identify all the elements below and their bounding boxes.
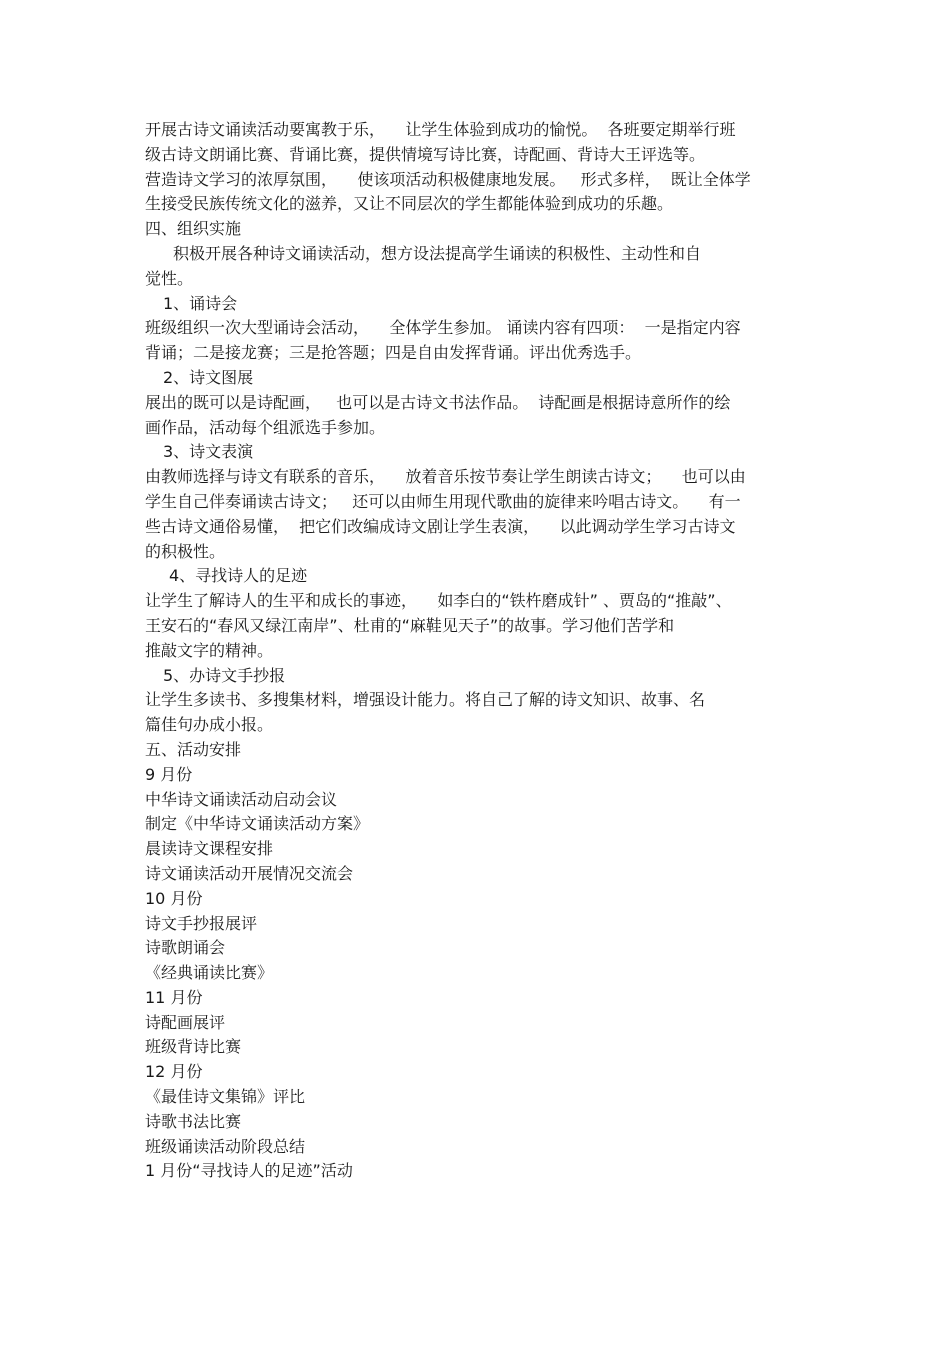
text-line: 制定《中华诗文诵读活动方案》 — [145, 814, 370, 834]
text-line: 背诵；二是接龙赛；三是抢答题；四是自由发挥背诵。评出优秀选手。 — [145, 343, 642, 363]
text-line: 班级组织一次大型诵诗会活动， 全体学生参加。 诵读内容有四项： 一是指定内容 — [145, 318, 741, 338]
text-line: 晨读诗文课程安排 — [145, 839, 274, 859]
text-line: 五、活动安排 — [145, 739, 242, 759]
text-line: 展出的既可以是诗配画， 也可以是古诗文书法作品。 诗配画是根据诗意所作的绘 — [145, 392, 731, 412]
text-line: 些古诗文通俗易懂， 把它们改编成诗文剧让学生表演， 以此调动学生学习古诗文 — [145, 516, 736, 536]
text-line: 诗文手抄报展评 — [145, 913, 258, 933]
document-body — [145, 118, 825, 1184]
text-line: 学生自己伴奏诵读古诗文； 还可以由师生用现代歌曲的旋律来吟唱古诗文。 有一 — [145, 491, 741, 511]
text-line: 5、办诗文手抄报 — [163, 665, 286, 685]
text-line: 的积极性。 — [145, 541, 226, 561]
text-line: 中华诗文诵读活动启动会议 — [145, 789, 338, 809]
text-line: 诗歌书法比赛 — [145, 1111, 242, 1131]
text-line: 12 月份 — [145, 1062, 203, 1082]
text-line: 觉性。 — [145, 268, 194, 288]
text-line: 11 月份 — [145, 987, 203, 1007]
text-line: 班级诵读活动阶段总结 — [145, 1136, 306, 1156]
text-line: 级古诗文朗诵比赛、背诵比赛，提供情境写诗比赛，诗配画、背诗大王评选等。 — [145, 144, 706, 164]
text-line: 开展古诗文诵读活动要寓教于乐， 让学生体验到成功的愉悦。 各班要定期举行班 — [145, 120, 736, 139]
text-line: 《最佳诗文集锦》评比 — [145, 1087, 306, 1107]
text-line: 诗文诵读活动开展情况交流会 — [145, 863, 354, 883]
text-line: 王安石的“春风又绿江南岸”、杜甫的“麻鞋见天子”的故事。学习他们苦学和 — [145, 615, 675, 635]
text-line: 让学生了解诗人的生平和成长的事迹， 如李白的“铁杵磨成针” 、贾岛的“推敲”、 — [145, 591, 732, 611]
text-line: 1 月份“寻找诗人的足迹”活动 — [145, 1161, 353, 1181]
text-line: 篇佳句办成小报。 — [145, 715, 274, 735]
text-line: 推敲文字的精神。 — [145, 640, 274, 660]
text-line: 营造诗文学习的浓厚氛围， 使该项活动积极健康地发展。 形式多样， 既让全体学 — [145, 169, 751, 189]
text-line: 由教师选择与诗文有联系的音乐， 放着音乐按节奏让学生朗读古诗文； 也可以由 — [145, 467, 746, 487]
text-line: 《经典诵读比赛》 — [145, 963, 274, 983]
text-line: 诗配画展评 — [145, 1012, 226, 1032]
text-line: 2、诗文图展 — [163, 367, 254, 387]
text-line: 让学生多读书、多搜集材料，增强设计能力。将自己了解的诗文知识、故事、名 — [145, 690, 706, 710]
text-line: 画作品，活动每个组派选手参加。 — [145, 417, 386, 437]
text-line: 9 月份 — [145, 764, 193, 784]
text-line: 10 月份 — [145, 888, 203, 908]
text-line: 班级背诗比赛 — [145, 1037, 242, 1057]
text-line: 四、组织实施 — [145, 219, 242, 239]
text-line: 1、诵诗会 — [163, 293, 238, 313]
text-line: 诗歌朗诵会 — [145, 938, 226, 958]
text-line: 生接受民族传统文化的滋养，又让不同层次的学生都能体验到成功的乐趣。 — [145, 194, 674, 214]
text-line: 3、诗文表演 — [163, 442, 254, 462]
text-line: 积极开展各种诗文诵读活动，想方设法提高学生诵读的积极性、主动性和自 — [173, 243, 702, 263]
text-line: 4、寻找诗人的足迹 — [169, 566, 308, 586]
